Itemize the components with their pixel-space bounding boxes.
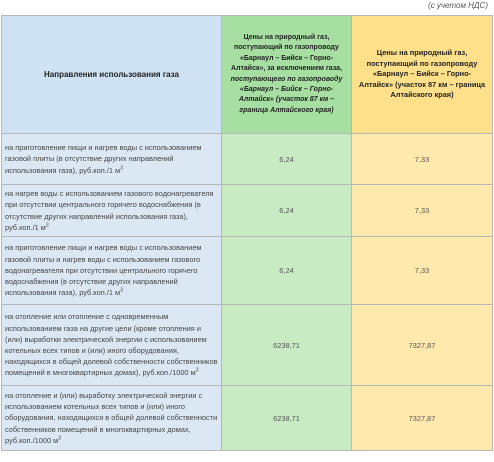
row-label [2, 134, 222, 185]
price-main-cell: 6,24 [222, 185, 352, 237]
vat-note: (с учетом НДС) [428, 1, 488, 10]
header-price-main [222, 16, 352, 134]
price-section-cell: 7,33 [352, 134, 493, 185]
row-label [2, 185, 222, 237]
price-section-cell: 7,33 [352, 237, 493, 305]
row-label [2, 386, 222, 451]
price-main-cell: 6,24 [222, 134, 352, 185]
table-row [2, 386, 493, 451]
row-label-text: на приготовление пищи и нагрев воды с использованием газовой плиты (в отсутствие других направлений использования газа), руб.коп./1 м [5, 143, 202, 175]
unit-superscript: 3 [45, 222, 49, 229]
price-section-cell: 7327,87 [352, 386, 493, 451]
gas-price-table [1, 15, 493, 451]
price-main-cell: 6238,71 [222, 305, 352, 386]
row-label-text: на отопление и (или) выработку электрической энергии с использованием котельных всех типов и (или) иного оборудования, находящихся в общей долевой собственности собственников помещений в многоквартирных домах, руб.коп./1000 м [5, 390, 218, 445]
row-label-text: на отопление или отопление с одновременным использованием газа на другие цели (кроме отопления и (или) выработки электрической энергии с использованием котельных всех типов и (или) иного оборудования, находящихся в общей долевой собственности собственников помещений в многоквартирных домах), руб.коп./1000 м [5, 312, 218, 378]
unit-superscript: 3 [195, 367, 199, 374]
price-main-cell: 6238,71 [222, 386, 352, 451]
unit-superscript: 3 [58, 435, 61, 442]
table-row [2, 134, 493, 185]
header-direction: Направления использования газа [2, 16, 222, 134]
price-section-cell: 7,33 [352, 185, 493, 237]
row-label-text: на приготовление пищи и нагрев воды с использованием газовой плиты и нагрев воды с использованием газового водонагревателя при отсутствии центрального горячего водоснабжения (в отсутствие других направлений использования газа), руб.коп./1 м [5, 243, 202, 298]
table-header-row [2, 16, 493, 134]
price-section-cell: 7327,87 [352, 305, 493, 386]
unit-superscript: 3 [120, 287, 123, 294]
row-label [2, 237, 222, 305]
row-label-text: на нагрев воды с использованием газового водонагревателя при отсутствии центрального горячего водоснабжения (в отсутствие других направлений использования газа), руб.коп./1 м [5, 189, 214, 232]
price-main-cell: 6,24 [222, 237, 352, 305]
table-row [2, 185, 493, 237]
row-label [2, 305, 222, 386]
unit-superscript: 3 [120, 165, 123, 172]
header-price-main-italic: поступающего по газопроводу «Барнаул – Бийск – Горно-Алтайск» (участок 87 км – граница Алтайского края) [230, 75, 343, 114]
header-price-main-text: Цены на природный газ, поступающий по газопроводу «Барнаул – Бийск – Горно-Алтайск», за исключением газа, [230, 33, 342, 73]
table-row [2, 237, 493, 305]
table-row [2, 305, 493, 386]
header-price-section: Цены на природный газ, поступающий по газопроводу «Барнаул – Бийск – Горно-Алтайск» (участок 87 км – граница Алтайского края) [352, 16, 493, 134]
